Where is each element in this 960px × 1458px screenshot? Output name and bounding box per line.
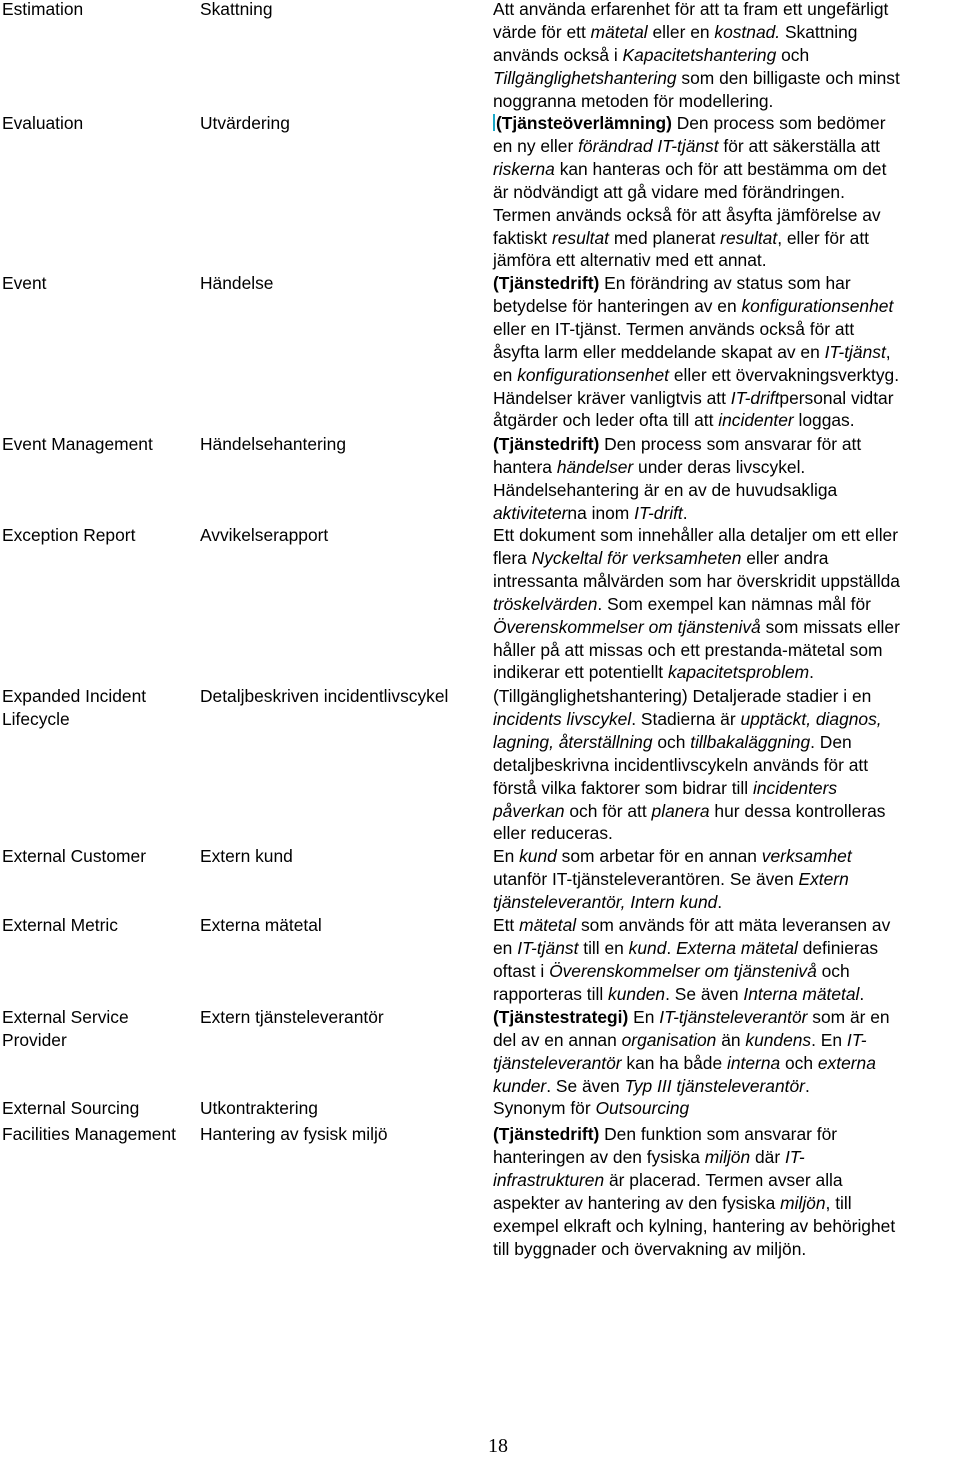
definition bbox=[493, 524, 960, 684]
definition-line bbox=[493, 845, 960, 868]
definition bbox=[493, 1006, 960, 1098]
italic-term: interna bbox=[726, 1052, 781, 1073]
text-run: till en bbox=[578, 937, 629, 958]
italic-term: kund bbox=[628, 937, 667, 958]
definition-line bbox=[493, 1215, 960, 1238]
text-run: Att använda erfarenhet för att ta fram ett ungefärligt bbox=[493, 0, 889, 19]
definition-line bbox=[493, 1075, 960, 1098]
text-run: jämföra ett alternativ med ett annat. bbox=[493, 250, 767, 271]
text-run: används också i bbox=[493, 44, 623, 65]
definition-line bbox=[493, 0, 960, 21]
definition-line bbox=[493, 21, 960, 44]
definition bbox=[493, 0, 960, 113]
definition-line bbox=[493, 593, 960, 616]
definition bbox=[493, 1097, 960, 1120]
definition-line bbox=[493, 1238, 960, 1261]
text-run: . bbox=[804, 1075, 810, 1096]
italic-term: IT- bbox=[846, 1029, 867, 1050]
definition-line bbox=[493, 1192, 960, 1215]
text-run: oftast i bbox=[493, 960, 550, 981]
text-run: . Den bbox=[810, 731, 852, 752]
swedish-term: Externa mätetal bbox=[200, 915, 322, 935]
english-term: Expanded Incident Lifecycle bbox=[2, 686, 147, 729]
page-number: 18 bbox=[488, 1435, 508, 1457]
definition bbox=[493, 914, 960, 1006]
definition-line bbox=[493, 44, 960, 67]
text-run: definieras bbox=[797, 937, 879, 958]
italic-term: riskerna bbox=[493, 158, 555, 179]
definition bbox=[493, 1123, 960, 1260]
english-term: External Service Provider bbox=[2, 1007, 129, 1050]
italic-term: incidenter bbox=[718, 410, 794, 431]
definition-line bbox=[493, 1123, 960, 1146]
italic-term: konfigurationsenhet bbox=[741, 295, 894, 316]
text-run: hantera bbox=[493, 456, 557, 477]
text-run: Händelser kräver vanligtvis att bbox=[493, 387, 731, 408]
bold-text: (Tjänstestrategi) bbox=[493, 1007, 629, 1027]
definition-line bbox=[493, 433, 960, 456]
italic-term: infrastrukturen bbox=[493, 1169, 605, 1190]
text-run: än bbox=[716, 1029, 746, 1050]
text-run: som missats eller bbox=[760, 616, 900, 637]
text-run: . bbox=[666, 937, 677, 958]
text-run: en ny eller bbox=[493, 135, 579, 156]
text-run: och bbox=[780, 1052, 818, 1073]
text-run: (Tillgänglighetshantering) Detaljerade stadier i en bbox=[493, 686, 872, 706]
text-run: . bbox=[682, 502, 688, 523]
italic-term: kunder bbox=[493, 1075, 547, 1096]
english-term: Event bbox=[2, 273, 47, 293]
bold-text: (Tjänstedrift) bbox=[493, 434, 600, 454]
text-run: loggas. bbox=[793, 410, 855, 431]
italic-term: verksamhet bbox=[761, 846, 852, 866]
italic-term: kapacitetsproblem bbox=[667, 662, 810, 683]
text-run: och bbox=[776, 44, 810, 65]
definition-line bbox=[493, 387, 960, 410]
swedish-term: Extern tjänsteleverantör bbox=[200, 1007, 384, 1027]
definition-line bbox=[493, 708, 960, 731]
italic-term: IT-drift bbox=[730, 387, 780, 408]
italic-term: IT-tjänst bbox=[517, 937, 579, 958]
text-run: . Se även bbox=[665, 983, 744, 1004]
text-run: och bbox=[816, 960, 850, 981]
text-run: na inom bbox=[567, 502, 635, 523]
bold-text: (Tjänstedrift) bbox=[493, 273, 600, 293]
text-run: eller reduceras. bbox=[493, 823, 613, 844]
english-term: External Sourcing bbox=[2, 1098, 140, 1118]
text-run: , bbox=[885, 341, 891, 362]
italic-term: miljön bbox=[780, 1192, 826, 1213]
text-run: exempel elkraft och kylning, hantering av behörighet bbox=[493, 1215, 896, 1236]
definition bbox=[493, 272, 960, 432]
swedish-term: Utkontraktering bbox=[200, 1098, 318, 1118]
text-run: under deras livscykel. bbox=[633, 456, 806, 477]
text-run: indikerar ett potentiellt bbox=[493, 662, 668, 683]
text-run: rapporteras till bbox=[493, 983, 609, 1004]
definition-line bbox=[493, 67, 960, 90]
definition-line bbox=[493, 204, 960, 227]
definition bbox=[493, 845, 960, 914]
definition bbox=[493, 112, 960, 272]
text-run: del av en annan bbox=[493, 1029, 622, 1050]
text-run: faktiskt bbox=[493, 227, 552, 248]
definition-line bbox=[493, 272, 960, 295]
italic-term: tröskelvärden bbox=[493, 593, 598, 614]
italic-term: kund bbox=[519, 846, 557, 866]
italic-term: miljön bbox=[704, 1146, 751, 1167]
italic-term: organisation bbox=[621, 1029, 717, 1050]
text-run: aspekter av hantering av den fysiska bbox=[493, 1192, 781, 1213]
english-term: Exception Report bbox=[2, 525, 136, 545]
text-run: eller en bbox=[647, 21, 715, 42]
italic-term: resultat bbox=[551, 227, 609, 248]
text-run: med planerat bbox=[608, 227, 721, 248]
text-run: åsyfta larm eller meddelande skapat av en bbox=[493, 341, 825, 362]
definition-line bbox=[493, 1146, 960, 1169]
text-run: kan hanteras och för att bestämma om det bbox=[554, 158, 887, 179]
text-run: personal vidtar bbox=[779, 387, 894, 408]
text-run: Termen används också för att åsyfta jämförelse av bbox=[493, 204, 881, 225]
text-run: . Stadierna är bbox=[631, 708, 741, 729]
definition-line bbox=[493, 777, 960, 800]
definition bbox=[493, 433, 960, 525]
bold-text: (Tjänsteöverlämning) bbox=[496, 113, 672, 133]
text-run: hur dessa kontrolleras bbox=[709, 800, 886, 821]
text-run: . Som exempel kan nämnas mål för bbox=[597, 593, 871, 614]
italic-term: planera bbox=[651, 800, 710, 821]
text-run: Skattning bbox=[780, 21, 858, 42]
italic-term: Outsourcing bbox=[595, 1098, 690, 1118]
definition-line bbox=[493, 639, 960, 662]
italic-term: förändrad IT-tjänst bbox=[578, 135, 719, 156]
italic-term: IT- bbox=[784, 1146, 805, 1167]
text-run: , till bbox=[825, 1192, 852, 1213]
italic-term: Typ III tjänsteleverantör bbox=[624, 1075, 805, 1096]
english-term: Facilities Management bbox=[2, 1124, 176, 1144]
text-run: kan ha både bbox=[621, 1052, 727, 1073]
text-run: en bbox=[493, 364, 518, 385]
italic-term: kundens bbox=[745, 1029, 812, 1050]
swedish-term: Utvärdering bbox=[200, 113, 290, 133]
italic-term: IT-tjänst bbox=[824, 341, 886, 362]
definition-line bbox=[493, 295, 960, 318]
text-run: . bbox=[809, 662, 814, 683]
definition-line bbox=[493, 685, 960, 708]
italic-term: Extern bbox=[798, 868, 849, 889]
text-run: är nödvändigt att gå vidare med förändringen. bbox=[493, 181, 845, 202]
text-cursor-icon bbox=[493, 114, 495, 131]
text-run: intressanta målvärden som har överskridit uppställda bbox=[493, 570, 900, 591]
italic-term: konfigurationsenhet bbox=[517, 364, 669, 385]
italic-term: händelser bbox=[556, 456, 634, 477]
text-run: åtgärder och leder ofta till att bbox=[493, 410, 719, 431]
text-run: håller på att missas och ett prestanda-mätetal som bbox=[493, 639, 883, 660]
italic-term: resultat bbox=[720, 227, 778, 248]
definition-line bbox=[493, 479, 960, 502]
swedish-term: Extern kund bbox=[200, 846, 293, 866]
text-run: Ett bbox=[493, 915, 520, 935]
definition-line bbox=[493, 318, 960, 341]
italic-term: externa bbox=[817, 1052, 876, 1073]
definition-line bbox=[493, 731, 960, 754]
text-run: och för att bbox=[564, 800, 652, 821]
text-run: . bbox=[859, 983, 865, 1004]
definition-line bbox=[493, 914, 960, 937]
text-run: eller ett övervakningsverktyg. bbox=[668, 364, 900, 385]
italic-term: incidenters bbox=[752, 777, 838, 798]
text-run: En bbox=[493, 846, 520, 866]
italic-term: incidents livscykel bbox=[493, 708, 632, 729]
swedish-term: Händelse bbox=[200, 273, 274, 293]
english-term: Estimation bbox=[2, 0, 84, 19]
definition-line bbox=[493, 112, 960, 135]
italic-term: Nyckeltal för verksamheten bbox=[531, 547, 742, 568]
italic-term: kunden bbox=[608, 983, 666, 1004]
italic-term: Överenskommelser om tjänstenivå bbox=[493, 616, 761, 637]
swedish-term: Händelsehantering bbox=[200, 434, 346, 454]
italic-term: lagning, återställning bbox=[493, 731, 653, 752]
swedish-term: Avvikelserapport bbox=[200, 525, 329, 545]
text-run: som används för att mäta leveransen av bbox=[576, 915, 891, 935]
text-run: där bbox=[750, 1146, 785, 1167]
text-run: Synonym för bbox=[493, 1098, 596, 1118]
italic-term: tjänsteleverantör, Intern kund bbox=[493, 891, 718, 912]
italic-term: påverkan bbox=[493, 800, 565, 821]
text-run: betydelse för hanteringen av en bbox=[493, 295, 742, 316]
definition-line bbox=[493, 1052, 960, 1075]
text-run: flera bbox=[493, 547, 532, 568]
swedish-term: Skattning bbox=[200, 0, 273, 19]
text-run: eller andra bbox=[741, 547, 829, 568]
english-term: External Customer bbox=[2, 846, 147, 866]
definition bbox=[493, 685, 960, 845]
definition-line bbox=[493, 616, 960, 639]
text-run: hanteringen av den fysiska bbox=[493, 1146, 705, 1167]
definition-line bbox=[493, 868, 960, 891]
bold-text: (Tjänstedrift) bbox=[493, 1124, 600, 1144]
text-run: , eller för att bbox=[777, 227, 870, 248]
italic-term: IT-tjänsteleverantör bbox=[659, 1007, 808, 1027]
italic-term: Interna mätetal bbox=[743, 983, 860, 1004]
italic-term: Externa mätetal bbox=[676, 937, 798, 958]
definition-line bbox=[493, 409, 960, 432]
definition-line bbox=[493, 547, 960, 570]
definition-line bbox=[493, 661, 960, 684]
text-run: Den process som bedömer bbox=[671, 113, 886, 133]
definition-line bbox=[493, 570, 960, 593]
english-term: External Metric bbox=[2, 915, 118, 935]
text-run: En bbox=[628, 1007, 660, 1027]
definition-line bbox=[493, 524, 960, 547]
italic-term: mätetal bbox=[590, 21, 648, 42]
text-run: detaljbeskrivna incidentlivscykeln används för att bbox=[493, 754, 869, 775]
text-run: är placerad. Termen avser alla bbox=[604, 1169, 843, 1190]
text-run: Den funktion som ansvarar för bbox=[599, 1124, 838, 1144]
italic-term: kostnad. bbox=[714, 21, 781, 42]
italic-term: tillbakaläggning bbox=[690, 731, 811, 752]
definition-line bbox=[493, 937, 960, 960]
text-run: Händelsehantering är en av de huvudsakliga bbox=[493, 479, 838, 500]
text-run: noggranna metoden för modellering. bbox=[493, 90, 774, 111]
text-run: och bbox=[652, 731, 691, 752]
text-run: Den process som ansvarar för att bbox=[599, 434, 862, 454]
text-run: förstå vilka faktorer som bidrar till bbox=[493, 777, 753, 798]
definition-line bbox=[493, 227, 960, 250]
definition-line bbox=[493, 158, 960, 181]
definition-line bbox=[493, 181, 960, 204]
definition-line bbox=[493, 135, 960, 158]
text-run: värde för ett bbox=[493, 21, 591, 42]
definition-line bbox=[493, 90, 960, 113]
text-run: som är en bbox=[807, 1007, 890, 1027]
definition-line bbox=[493, 1029, 960, 1052]
text-run: . Se även bbox=[546, 1075, 625, 1096]
italic-term: mätetal bbox=[519, 915, 577, 935]
definition-line bbox=[493, 1006, 960, 1029]
text-run: En förändring av status som har bbox=[599, 273, 851, 293]
text-run: utanför IT-tjänsteleverantören. Se även bbox=[493, 868, 799, 889]
text-run: till byggnader och övervakning av miljön. bbox=[493, 1238, 807, 1259]
definition-line bbox=[493, 364, 960, 387]
text-run: som arbetar för en annan bbox=[556, 846, 762, 866]
italic-term: Kapacitetshantering bbox=[622, 44, 777, 65]
definition-line bbox=[493, 1169, 960, 1192]
text-run: . En bbox=[811, 1029, 847, 1050]
definition-line bbox=[493, 754, 960, 777]
definition-line bbox=[493, 983, 960, 1006]
english-term: Evaluation bbox=[2, 113, 84, 133]
english-term: Event Management bbox=[2, 434, 153, 454]
text-run: som den billigaste och minst bbox=[676, 67, 900, 88]
definition-line bbox=[493, 891, 960, 914]
italic-term: Tillgänglighetshantering bbox=[493, 67, 677, 88]
definition-line bbox=[493, 960, 960, 983]
text-run: . bbox=[717, 891, 723, 912]
italic-term: upptäckt, diagnos, bbox=[740, 708, 882, 729]
italic-term: aktiviteter bbox=[493, 502, 568, 523]
definition-line bbox=[493, 1097, 960, 1120]
text-run: en bbox=[493, 937, 518, 958]
italic-term: tjänsteleverantör bbox=[493, 1052, 622, 1073]
definition-line bbox=[493, 341, 960, 364]
text-run: Ett dokument som innehåller alla detaljer om ett eller bbox=[493, 525, 899, 545]
definition-line bbox=[493, 456, 960, 479]
swedish-term: Hantering av fysisk miljö bbox=[200, 1124, 388, 1144]
definition-line bbox=[493, 822, 960, 845]
text-run: eller en IT-tjänst. Termen används också för att bbox=[493, 318, 855, 339]
definition-line bbox=[493, 502, 960, 525]
swedish-term: Detaljbeskriven incidentlivscykel bbox=[200, 686, 449, 706]
italic-term: IT-drift bbox=[634, 502, 683, 523]
text-run: för att säkerställa att bbox=[718, 135, 880, 156]
italic-term: Överenskommelser om tjänstenivå bbox=[549, 960, 817, 981]
definition-line bbox=[493, 800, 960, 823]
definition-line bbox=[493, 249, 960, 272]
